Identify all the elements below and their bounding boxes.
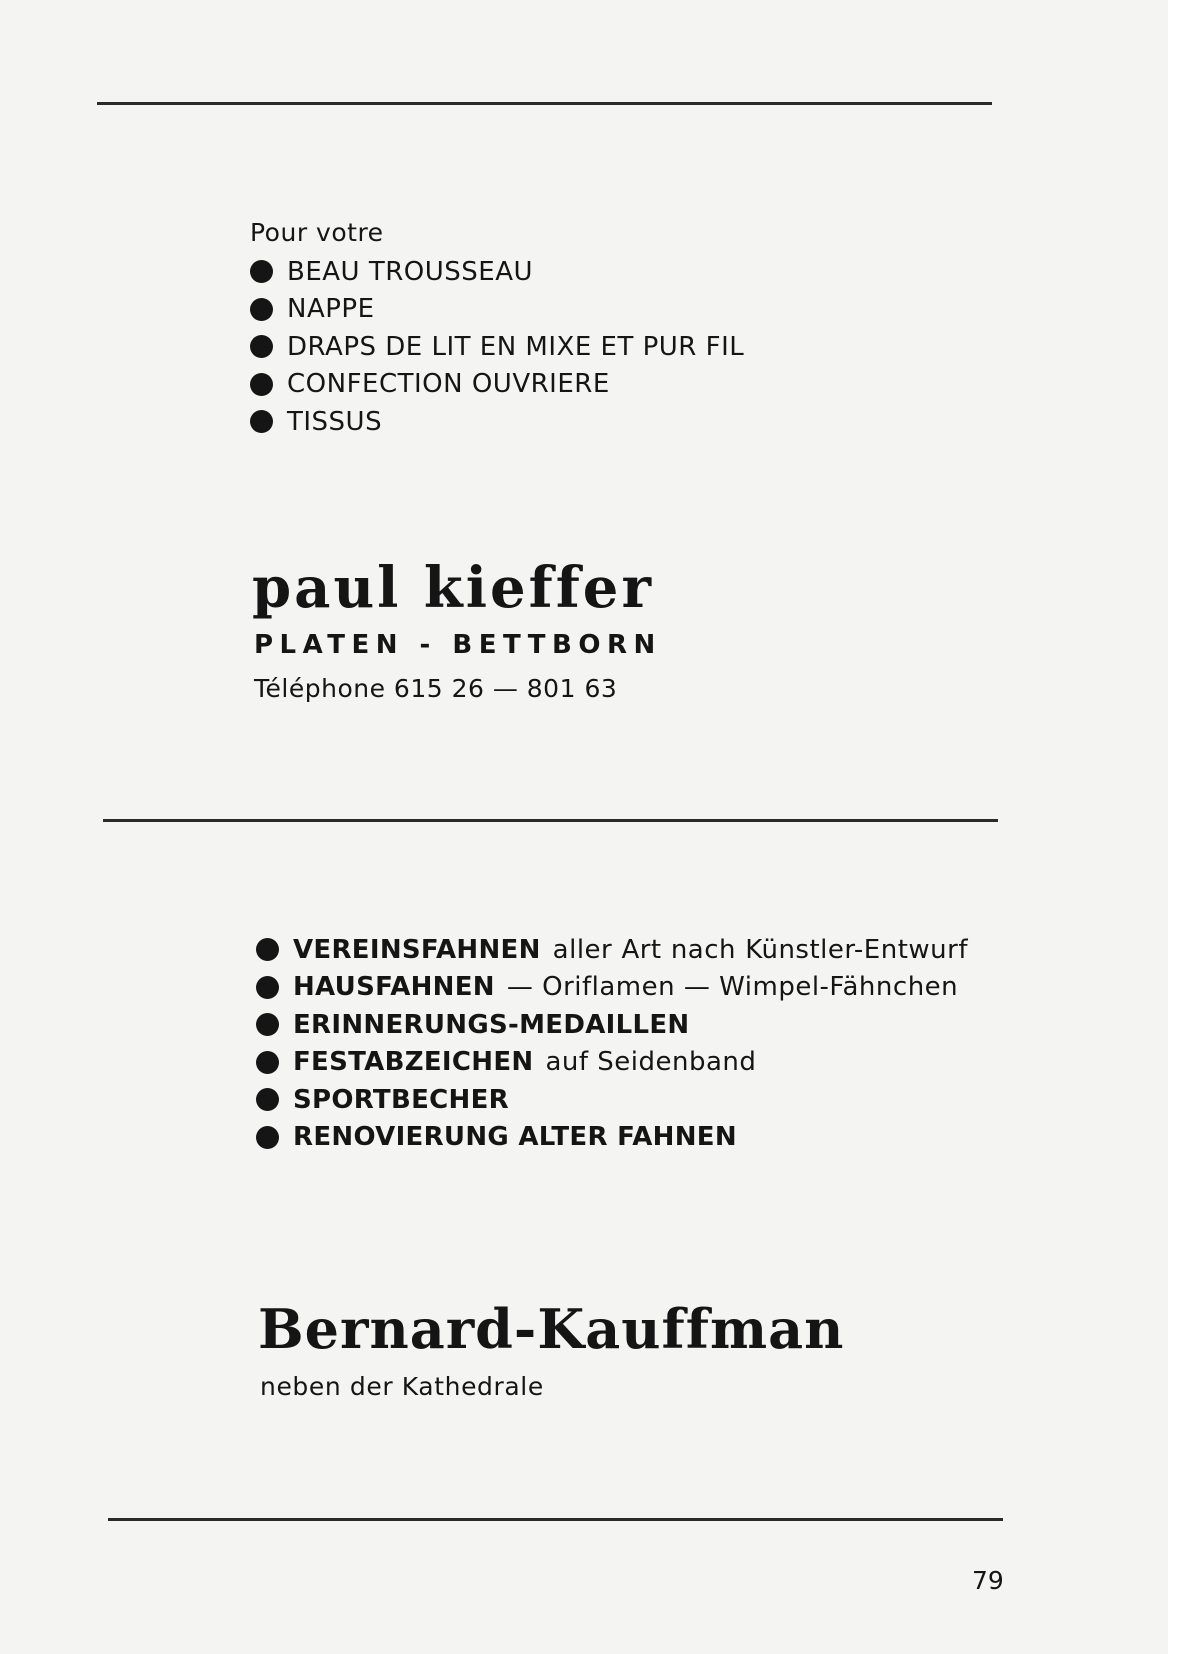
list-item: CONFECTION OUVRIERE <box>250 366 744 404</box>
bullet-icon <box>256 938 279 961</box>
page-number: 79 <box>972 1566 1004 1595</box>
top-rule <box>97 102 992 105</box>
advert-paul-kieffer <box>250 218 744 441</box>
list-item: TISSUS <box>250 403 744 441</box>
bullet-icon <box>250 373 273 396</box>
bullet-icon <box>256 976 279 999</box>
location-text: neben der Kathedrale <box>260 1372 544 1401</box>
list-item: FESTABZEICHEN auf Seidenband <box>256 1044 968 1082</box>
bullet-icon <box>250 410 273 433</box>
location-text: PLATEN - BETTBORN <box>254 630 662 660</box>
advert-bernard-kauffman <box>256 931 968 1156</box>
list-item: DRAPS DE LIT EN MIXE ET PUR FIL <box>250 328 744 366</box>
list-item: VEREINSFAHNEN aller Art nach Künstler-Entwurf <box>256 931 968 969</box>
bullet-icon <box>256 1126 279 1149</box>
list-item: SPORTBECHER <box>256 1081 968 1119</box>
bullet-icon <box>256 1088 279 1111</box>
bottom-rule <box>108 1518 1003 1521</box>
brand-bernard-kauffman: Bernard-Kauffman <box>258 1297 845 1361</box>
list-item: NAPPE <box>250 291 744 329</box>
bullet-icon <box>250 260 273 283</box>
product-list <box>250 253 744 441</box>
bullet-icon <box>256 1051 279 1074</box>
brand-paul-kieffer: paul kieffer <box>252 555 654 621</box>
list-item: HAUSFAHNEN — Oriflamen — Wimpel-Fähnchen <box>256 969 968 1007</box>
list-item: BEAU TROUSSEAU <box>250 253 744 291</box>
list-item: ERINNERUNGS-MEDAILLEN <box>256 1006 968 1044</box>
bullet-icon <box>250 335 273 358</box>
bullet-icon <box>256 1013 279 1036</box>
product-list <box>256 931 968 1156</box>
intro-text: Pour votre <box>250 218 384 247</box>
phone-text: Téléphone 615 26 — 801 63 <box>254 674 618 703</box>
list-item: RENOVIERUNG ALTER FAHNEN <box>256 1119 968 1157</box>
page-edge <box>1168 0 1182 1654</box>
middle-rule <box>103 819 998 822</box>
bullet-icon <box>250 298 273 321</box>
